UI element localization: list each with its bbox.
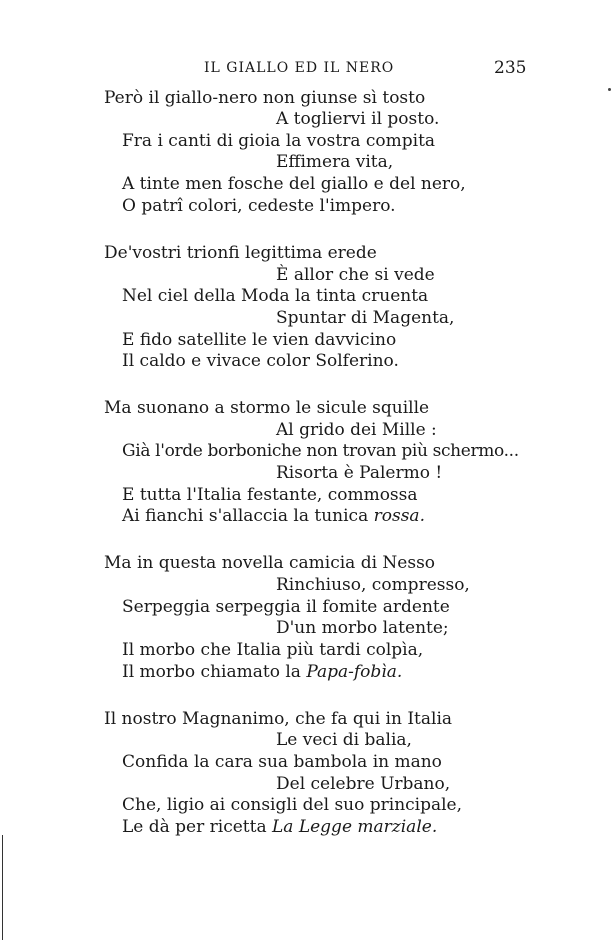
italic-word: rossa. xyxy=(373,506,425,526)
verse-line: Nel ciel della Moda la tinta cruenta xyxy=(122,286,429,306)
verse-line xyxy=(122,661,402,683)
verse-line: Del celebre Urbano, xyxy=(276,774,451,794)
page-header xyxy=(0,58,616,82)
verse-line: A tinte men fosche del giallo e del nero, xyxy=(122,174,466,194)
verse-line: Spuntar di Magenta, xyxy=(276,308,455,328)
verse-line: Il caldo e vivace color Solferino. xyxy=(122,351,399,371)
binding-edge xyxy=(2,835,3,940)
verse-line: Il morbo che Italia più tardi colpìa, xyxy=(122,640,424,660)
verse-line: E fido satellite le vien davvicino xyxy=(122,330,397,350)
verse-line: D'un morbo latente; xyxy=(276,618,449,638)
verse-line: A togliervi il posto. xyxy=(276,109,440,129)
verse-text: Ai fianchi s'allaccia la tunica xyxy=(122,506,374,526)
verse-line: Già l'orde borboniche non trovan più schermo... xyxy=(122,441,519,461)
verse-line: De'vostri trionfi legittima erede xyxy=(104,243,377,263)
verse-line: Il nostro Magnanimo, che fa qui in Italia xyxy=(104,709,453,729)
verse-line: Confida la cara sua bambola in mano xyxy=(122,752,442,772)
verse-line: Ma in questa novella camicia di Nesso xyxy=(104,553,436,573)
verse-line: Le veci di balia, xyxy=(276,730,412,750)
verse-line xyxy=(122,816,437,838)
verse-line: Effimera vita, xyxy=(276,152,394,172)
verse-line: O patrî colori, cedeste l'impero. xyxy=(122,196,396,216)
verse-line: Che, ligio ai consigli del suo principale, xyxy=(122,795,463,815)
running-title: IL GIALLO ED IL NERO xyxy=(204,60,395,76)
page-number: 235 xyxy=(494,58,527,78)
verse-line: Risorta è Palermo ! xyxy=(276,463,443,483)
verse-text: Il morbo chiamato la xyxy=(122,662,307,682)
verse-line: Ma suonano a stormo le sicule squille xyxy=(104,398,430,418)
verse-line: Al grido dei Mille : xyxy=(276,420,437,440)
verse-line: Fra i canti di gioia la vostra compita xyxy=(122,131,436,151)
verse-text: Le dà per ricetta xyxy=(122,817,272,837)
verse-line: Rinchiuso, compresso, xyxy=(276,575,470,595)
verse-line xyxy=(122,505,425,527)
verse-line: Serpeggia serpeggia il fomite ardente xyxy=(122,597,450,617)
verse-line: Però il giallo-nero non giunse sì tosto xyxy=(104,88,426,108)
italic-word: La Legge marziale. xyxy=(272,817,438,837)
verse-line: E tutta l'Italia festante, commossa xyxy=(122,485,418,505)
verse-line: È allor che si vede xyxy=(276,265,435,285)
margin-mark xyxy=(608,88,611,91)
italic-word: Papa-fobìa. xyxy=(306,662,403,682)
